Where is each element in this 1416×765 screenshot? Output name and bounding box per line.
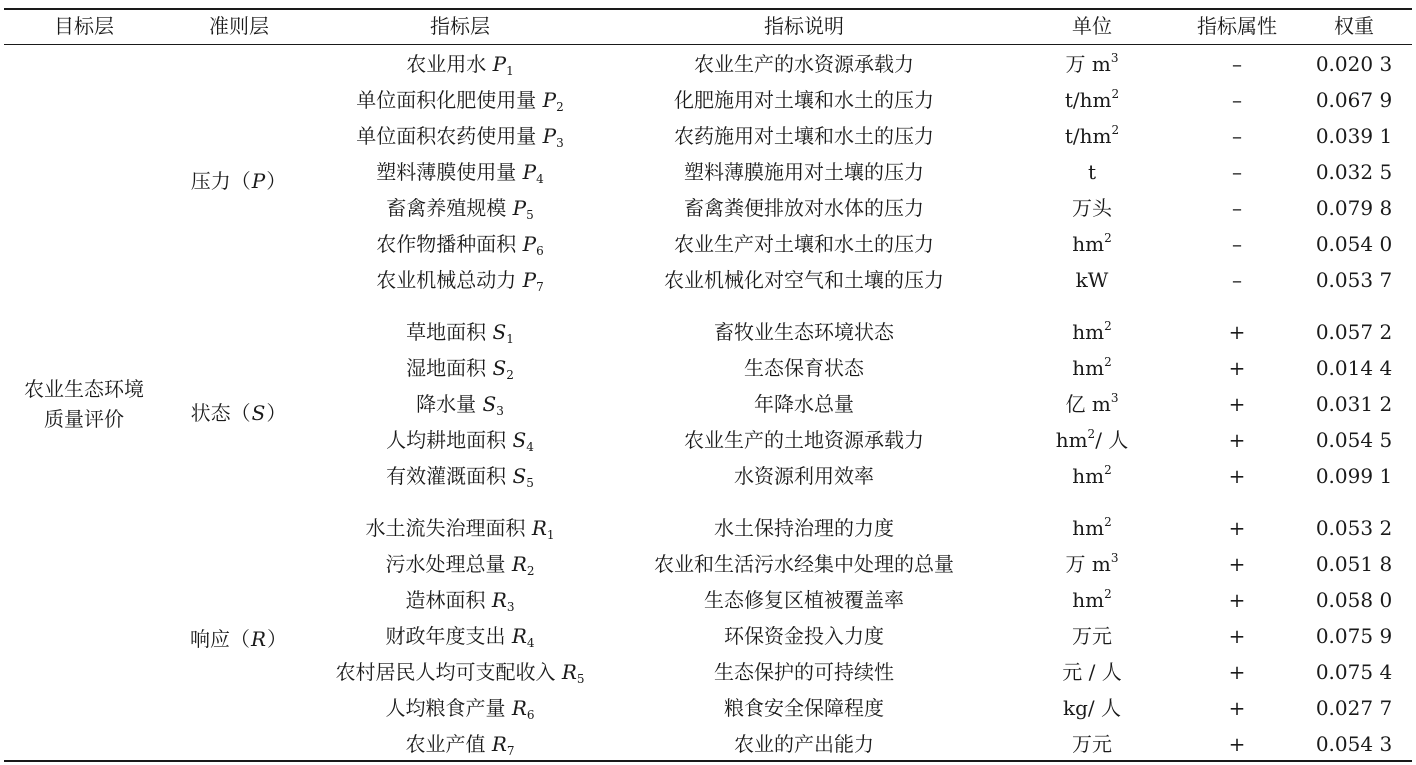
indicator-subscript: 2: [526, 564, 535, 578]
unit-exponent: 2: [1104, 231, 1112, 245]
weight-value: 0.054 0: [1315, 232, 1393, 256]
unit-exponent: 2: [1111, 123, 1120, 137]
indicator-name: [314, 52, 606, 76]
indicator-unit: [1002, 428, 1182, 452]
indicator-name: [314, 88, 606, 112]
weight-value: 0.051 8: [1315, 552, 1393, 576]
indicator-label: 湿地面积: [406, 356, 487, 380]
indicator-symbol: S: [512, 428, 527, 452]
attribute-sign: +: [1228, 732, 1246, 756]
description-text: 农业生产对土壤和水土的压力: [674, 232, 934, 256]
indicator-attribute: [1182, 428, 1292, 452]
indicator-unit: [1002, 660, 1182, 684]
indicator-weight: [1292, 392, 1416, 416]
description-text: 农业生产的水资源承载力: [694, 52, 914, 76]
unit-base: hm: [1072, 356, 1105, 380]
indicator-description: [606, 588, 1002, 612]
indicator-weight: [1292, 464, 1416, 488]
indicator-subscript: 6: [536, 244, 544, 258]
unit-base: hm: [1072, 516, 1105, 540]
description-text: 农业生产的土地资源承载力: [684, 428, 924, 452]
indicator-symbol: R: [491, 588, 507, 612]
unit-base: 万头: [1072, 196, 1112, 220]
indicator-description: [606, 696, 1002, 720]
indicator-name: [314, 392, 606, 416]
indicator-weight: [1292, 732, 1416, 756]
indicator-attribute: [1182, 124, 1292, 148]
indicator-attribute: [1182, 268, 1292, 292]
indicator-subscript: 4: [536, 172, 544, 186]
goal-line-1: 农业生态环境: [24, 377, 144, 401]
unit-exponent: 2: [1104, 319, 1112, 333]
attribute-sign: –: [1232, 124, 1242, 148]
indicator-label: 农村居民人均可支配收入: [335, 660, 556, 684]
header-unit: 单位: [1072, 14, 1112, 38]
indicator-symbol: P: [512, 196, 527, 220]
weight-value: 0.058 0: [1315, 588, 1393, 612]
unit-exponent: 2: [1104, 463, 1112, 477]
indicator-symbol: P: [542, 88, 557, 112]
weight-value: 0.027 7: [1315, 696, 1393, 720]
attribute-sign: –: [1232, 88, 1242, 112]
indicator-unit: [1002, 516, 1182, 540]
indicator-subscript: 3: [496, 404, 504, 418]
indicator-label: 畜禽养殖规模: [386, 196, 507, 220]
indicator-name: [314, 552, 606, 576]
indicator-subscript: 2: [556, 100, 564, 114]
weight-value: 0.079 8: [1315, 196, 1393, 220]
indicator-weight: [1292, 428, 1416, 452]
indicator-attribute: [1182, 552, 1292, 576]
attribute-sign: +: [1228, 696, 1246, 720]
indicator-symbol: S: [492, 320, 507, 344]
indicator-weight: [1292, 660, 1416, 684]
attribute-sign: +: [1228, 320, 1246, 344]
unit-base: hm: [1072, 588, 1105, 612]
attribute-sign: +: [1228, 516, 1246, 540]
indicator-weight: [1292, 356, 1416, 380]
weight-value: 0.054 3: [1315, 732, 1393, 756]
indicator-attribute: [1182, 160, 1292, 184]
indicator-symbol: R: [491, 732, 507, 756]
indicator-name: [314, 160, 606, 184]
indicator-label: 财政年度支出: [385, 624, 506, 648]
indicator-attribute: [1182, 232, 1292, 256]
criterion-state: 状态（S）: [190, 401, 288, 425]
criterion-name: 状态: [190, 401, 231, 425]
indicator-description: [606, 464, 1002, 488]
indicator-label: 农作物播种面积: [376, 232, 517, 256]
indicator-unit: [1002, 356, 1182, 380]
indicator-attribute: [1182, 588, 1292, 612]
weight-value: 0.067 9: [1315, 88, 1393, 112]
indicator-weight: [1292, 196, 1416, 220]
criterion-pressure: 压力（P）: [190, 169, 288, 193]
indicator-weight: [1292, 320, 1416, 344]
unit-exponent: 2: [1104, 355, 1112, 369]
indicator-symbol: R: [511, 696, 527, 720]
indicator-name: [314, 660, 606, 684]
indicator-unit: [1002, 160, 1182, 184]
indicator-name: [314, 320, 606, 344]
table-header-rule: [4, 44, 1412, 45]
indicator-symbol: R: [511, 552, 527, 576]
indicator-weight: [1292, 624, 1416, 648]
indicator-symbol: R: [561, 660, 577, 684]
indicator-unit: [1002, 268, 1182, 292]
indicator-subscript: 1: [506, 64, 514, 78]
indicator-name: [314, 196, 606, 220]
description-text: 农药施用对土壤和水土的压力: [674, 124, 934, 148]
criterion-symbol: P: [251, 169, 267, 193]
weight-value: 0.099 1: [1315, 464, 1393, 488]
indicator-subscript: 4: [526, 636, 535, 650]
weight-value: 0.075 9: [1315, 624, 1393, 648]
indicator-attribute: [1182, 392, 1292, 416]
indicator-symbol: S: [492, 356, 507, 380]
indicator-attribute: [1182, 52, 1292, 76]
indicator-subscript: 7: [536, 280, 544, 294]
indicator-label: 人均耕地面积: [386, 428, 507, 452]
indicator-unit: [1002, 464, 1182, 488]
description-text: 畜禽粪便排放对水体的压力: [684, 196, 924, 220]
indicator-unit: [1002, 232, 1182, 256]
weight-value: 0.032 5: [1315, 160, 1393, 184]
description-text: 水资源利用效率: [734, 464, 874, 488]
indicator-subscript: 5: [576, 672, 585, 686]
unit-base: 万 m: [1065, 52, 1111, 76]
indicator-unit: [1002, 196, 1182, 220]
attribute-sign: +: [1228, 464, 1246, 488]
description-text: 畜牧业生态环境状态: [714, 320, 894, 344]
attribute-sign: +: [1228, 428, 1246, 452]
attribute-sign: –: [1232, 268, 1242, 292]
indicator-weight: [1292, 552, 1416, 576]
criterion-name: 响应: [189, 627, 230, 651]
indicator-subscript: 7: [506, 744, 515, 758]
indicator-unit: [1002, 696, 1182, 720]
unit-base: t: [1087, 160, 1097, 184]
unit-base: hm: [1055, 428, 1088, 452]
unit-base: 元 / 人: [1062, 660, 1122, 684]
unit-suffix: / 人: [1095, 428, 1129, 452]
criterion-response: 响应（R）: [189, 627, 289, 651]
weight-value: 0.020 3: [1315, 52, 1393, 76]
indicator-name: [314, 624, 606, 648]
criterion-symbol: R: [250, 627, 268, 651]
indicator-weight: [1292, 516, 1416, 540]
indicator-description: [606, 516, 1002, 540]
header-criterion: 准则层: [209, 14, 269, 38]
indicator-unit: [1002, 732, 1182, 756]
indicator-name: [314, 124, 606, 148]
description-text: 农业的产出能力: [734, 732, 874, 756]
description-text: 农业和生活污水经集中处理的总量: [654, 552, 954, 576]
unit-exponent: 2: [1087, 427, 1096, 441]
indicator-subscript: 4: [526, 440, 534, 454]
indicator-unit: [1002, 320, 1182, 344]
weight-value: 0.039 1: [1315, 124, 1393, 148]
indicator-name: [314, 732, 606, 756]
indicator-description: [606, 124, 1002, 148]
indicator-unit: [1002, 88, 1182, 112]
unit-base: hm: [1072, 320, 1105, 344]
goal-layer-cell: [4, 374, 164, 434]
header-indicator: 指标层: [430, 14, 490, 38]
indicator-description: [606, 52, 1002, 76]
indicator-description: [606, 428, 1002, 452]
description-text: 环保资金投入力度: [724, 624, 884, 648]
attribute-sign: +: [1228, 624, 1246, 648]
attribute-sign: +: [1228, 588, 1246, 612]
attribute-sign: +: [1228, 552, 1246, 576]
unit-exponent: 3: [1110, 391, 1119, 405]
indicator-name: [314, 268, 606, 292]
weight-value: 0.014 4: [1315, 356, 1393, 380]
indicator-subscript: 1: [546, 528, 555, 542]
indicator-weight: [1292, 588, 1416, 612]
indicator-subscript: 3: [556, 136, 564, 150]
indicator-label: 水土流失治理面积: [365, 516, 526, 540]
indicator-symbol: P: [492, 52, 507, 76]
criterion-symbol: S: [251, 401, 267, 425]
description-text: 塑料薄膜施用对土壤的压力: [684, 160, 924, 184]
weight-value: 0.053 7: [1315, 268, 1393, 292]
indicator-label: 有效灌溉面积: [386, 464, 507, 488]
criterion-name: 压力: [190, 169, 231, 193]
indicator-weight: [1292, 124, 1416, 148]
header-description: 指标说明: [764, 14, 844, 38]
unit-exponent: 2: [1104, 515, 1112, 529]
indicator-name: [314, 464, 606, 488]
header-weight: 权重: [1334, 14, 1374, 38]
unit-base: kg/ 人: [1062, 696, 1122, 720]
indicator-label: 单位面积化肥使用量: [356, 88, 537, 112]
attribute-sign: –: [1232, 160, 1242, 184]
indicator-attribute: [1182, 516, 1292, 540]
indicator-attribute: [1182, 356, 1292, 380]
unit-base: 万元: [1072, 732, 1112, 756]
description-text: 生态修复区植被覆盖率: [704, 588, 904, 612]
indicator-description: [606, 732, 1002, 756]
indicator-weight: [1292, 88, 1416, 112]
indicator-label: 农业产值: [405, 732, 486, 756]
indicator-weight: [1292, 52, 1416, 76]
attribute-sign: +: [1228, 356, 1246, 380]
indicator-label: 农业机械总动力: [376, 268, 517, 292]
indicator-symbol: P: [522, 232, 537, 256]
indicator-symbol: R: [531, 516, 547, 540]
indicator-attribute: [1182, 660, 1292, 684]
indicator-label: 人均粮食产量: [385, 696, 506, 720]
indicator-name: [314, 516, 606, 540]
table-top-rule: [4, 8, 1412, 10]
indicator-attribute: [1182, 732, 1292, 756]
indicator-name: [314, 232, 606, 256]
unit-base: t/hm: [1064, 88, 1112, 112]
indicator-symbol: S: [482, 392, 497, 416]
indicator-symbol: R: [511, 624, 527, 648]
indicator-name: [314, 356, 606, 380]
indicator-description: [606, 232, 1002, 256]
indicator-attribute: [1182, 696, 1292, 720]
indicator-description: [606, 392, 1002, 416]
unit-exponent: 3: [1110, 51, 1119, 65]
indicator-name: [314, 428, 606, 452]
indicator-description: [606, 88, 1002, 112]
indicator-weight: [1292, 160, 1416, 184]
attribute-sign: +: [1228, 392, 1246, 416]
unit-base: 万 m: [1065, 552, 1111, 576]
indicator-symbol: P: [522, 268, 537, 292]
indicator-label: 造林面积: [405, 588, 486, 612]
description-text: 水土保持治理的力度: [714, 516, 894, 540]
indicator-attribute: [1182, 624, 1292, 648]
indicator-name: [314, 696, 606, 720]
description-text: 年降水总量: [754, 392, 854, 416]
weight-value: 0.075 4: [1315, 660, 1393, 684]
indicator-subscript: 5: [526, 208, 534, 222]
table-bottom-rule: [4, 760, 1412, 762]
indicator-description: [606, 660, 1002, 684]
description-text: 生态保护的可持续性: [714, 660, 894, 684]
attribute-sign: –: [1232, 52, 1242, 76]
indicator-description: [606, 552, 1002, 576]
description-text: 农业机械化对空气和土壤的压力: [664, 268, 944, 292]
header-goal: 目标层: [54, 14, 114, 38]
attribute-sign: –: [1232, 196, 1242, 220]
description-text: 化肥施用对土壤和水土的压力: [674, 88, 934, 112]
indicator-weight: [1292, 696, 1416, 720]
unit-base: 亿 m: [1065, 392, 1111, 416]
header-attribute: 指标属性: [1197, 14, 1277, 38]
indicator-unit: [1002, 52, 1182, 76]
indicator-description: [606, 320, 1002, 344]
indicator-subscript: 2: [506, 368, 514, 382]
indicator-unit: [1002, 392, 1182, 416]
attribute-sign: +: [1228, 660, 1246, 684]
unit-base: hm: [1072, 464, 1105, 488]
indicator-description: [606, 268, 1002, 292]
description-text: 粮食安全保障程度: [724, 696, 884, 720]
indicator-label: 塑料薄膜使用量: [376, 160, 517, 184]
indicator-attribute: [1182, 196, 1292, 220]
attribute-sign: –: [1232, 232, 1242, 256]
indicator-attribute: [1182, 464, 1292, 488]
weight-value: 0.054 5: [1315, 428, 1393, 452]
indicator-label: 草地面积: [406, 320, 487, 344]
indicator-attribute: [1182, 88, 1292, 112]
indicator-label: 单位面积农药使用量: [356, 124, 537, 148]
unit-base: kW: [1075, 268, 1109, 292]
unit-exponent: 2: [1104, 587, 1112, 601]
weight-value: 0.057 2: [1315, 320, 1393, 344]
indicator-symbol: P: [522, 160, 537, 184]
indicator-subscript: 3: [506, 600, 515, 614]
indicator-label: 污水处理总量: [385, 552, 506, 576]
unit-exponent: 3: [1110, 551, 1119, 565]
indicator-unit: [1002, 624, 1182, 648]
indicator-description: [606, 624, 1002, 648]
unit-base: 万元: [1072, 624, 1112, 648]
indicator-weight: [1292, 268, 1416, 292]
indicator-subscript: 6: [526, 708, 535, 722]
unit-exponent: 2: [1111, 87, 1120, 101]
indicator-weight: [1292, 232, 1416, 256]
indicator-description: [606, 160, 1002, 184]
indicator-description: [606, 196, 1002, 220]
unit-base: t/hm: [1064, 124, 1112, 148]
indicator-name: [314, 588, 606, 612]
indicator-unit: [1002, 552, 1182, 576]
weight-value: 0.053 2: [1315, 516, 1393, 540]
indicator-label: 农业用水: [406, 52, 487, 76]
indicator-unit: [1002, 124, 1182, 148]
indicator-symbol: S: [512, 464, 527, 488]
indicator-label: 降水量: [416, 392, 477, 416]
weight-value: 0.031 2: [1315, 392, 1393, 416]
indicator-description: [606, 356, 1002, 380]
indicator-subscript: 5: [526, 476, 534, 490]
indicator-symbol: P: [542, 124, 557, 148]
indicator-unit: [1002, 588, 1182, 612]
indicator-subscript: 1: [506, 332, 514, 346]
goal-line-2: 质量评价: [44, 407, 124, 431]
indicator-attribute: [1182, 320, 1292, 344]
description-text: 生态保育状态: [744, 356, 864, 380]
unit-base: hm: [1072, 232, 1105, 256]
